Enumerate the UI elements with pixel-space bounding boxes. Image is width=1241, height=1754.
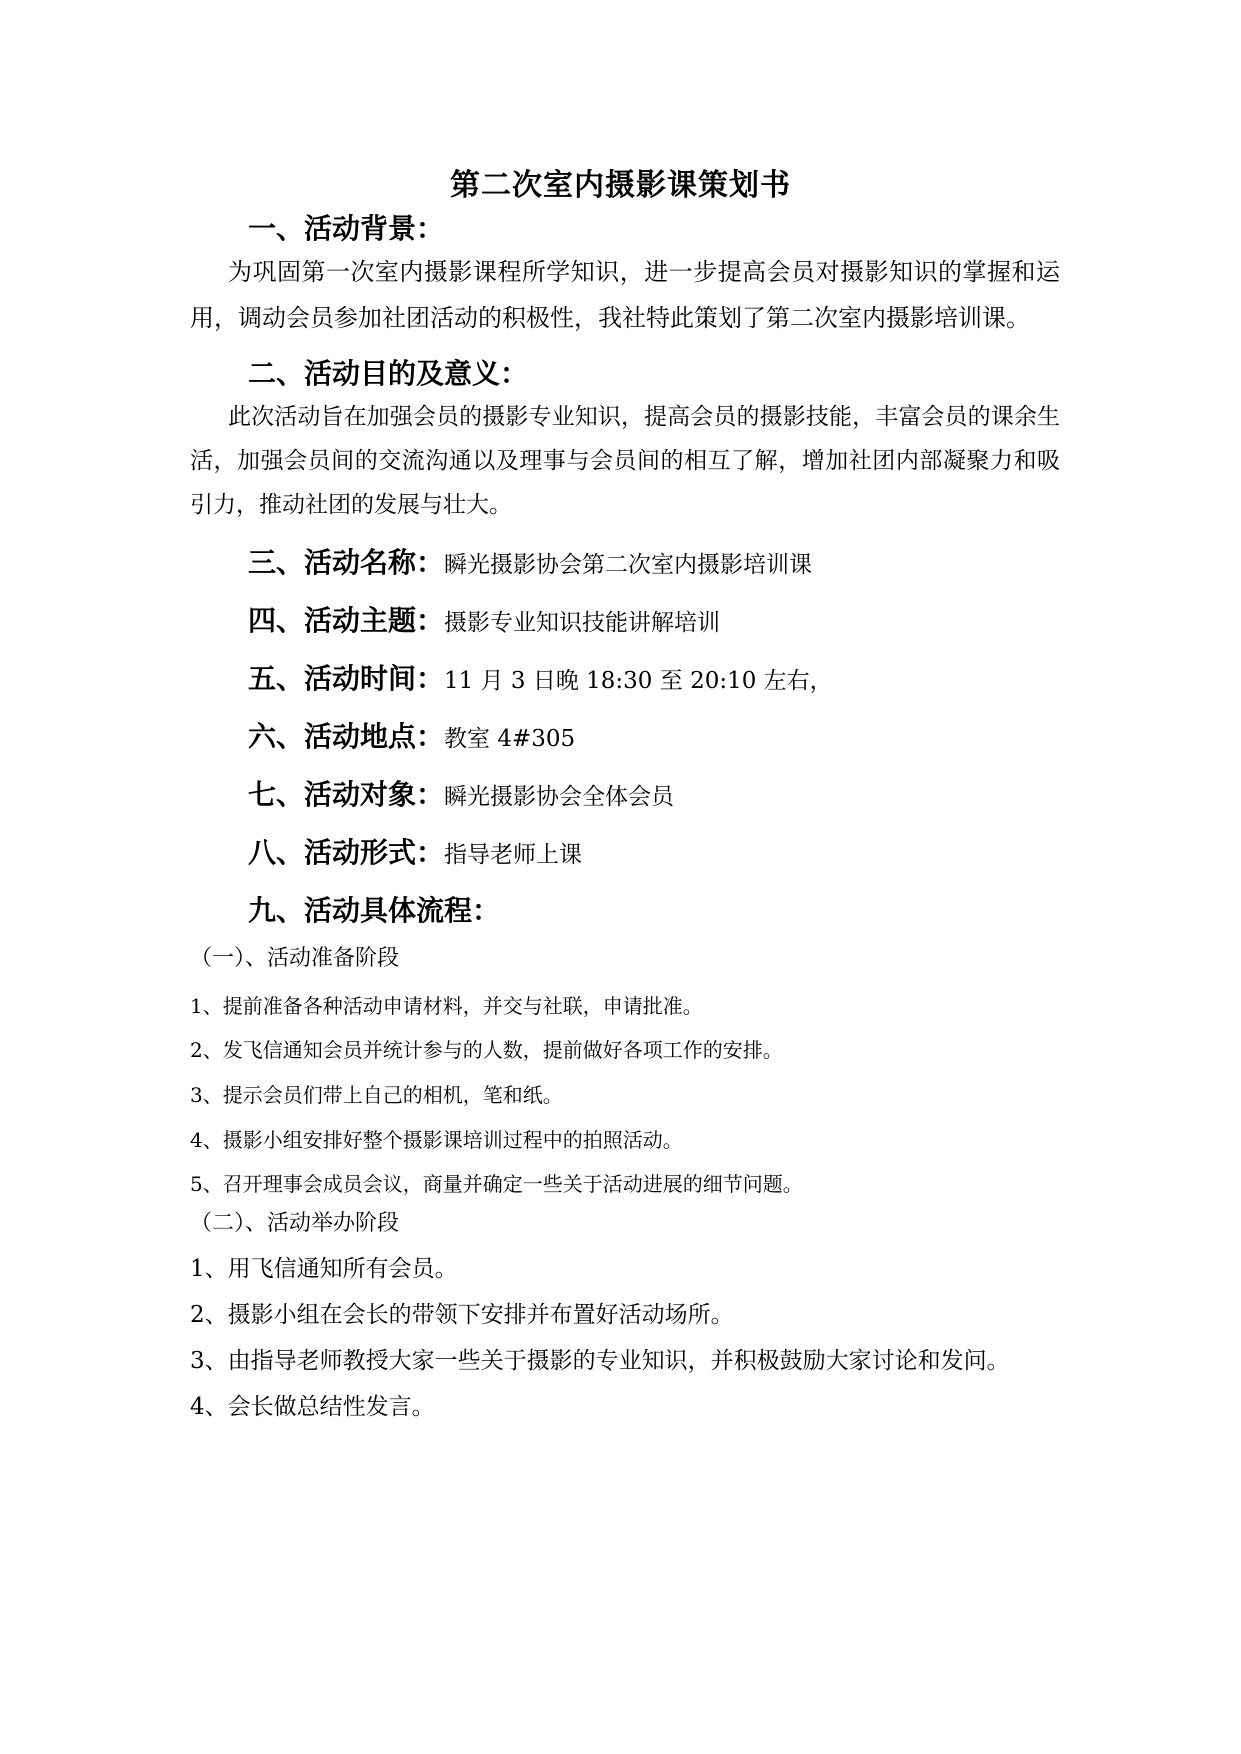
heading-label: 六、活动地点： [248, 720, 445, 753]
heading-label: 一、活动背景： [248, 212, 445, 245]
heading-label: 二、活动目的及意义： [248, 357, 529, 390]
section-heading-purpose [248, 352, 528, 392]
activity-location-value: 教室 4#305 [444, 726, 576, 752]
list-item: 1、用飞信通知所有会员。 [190, 1256, 458, 1282]
list-item: 4、会长做总结性发言。 [190, 1394, 435, 1420]
heading-label: 三、活动名称： [248, 546, 445, 579]
list-item: 1、提前准备各种活动申请材料，并交与社联，申请批准。 [190, 994, 703, 1018]
activity-audience-value: 瞬光摄影协会全体会员 [444, 784, 675, 810]
list-item: 5、召开理事会成员会议，商量并确定一些关于活动进展的细节问题。 [190, 1172, 803, 1196]
heading-label: 四、活动主题： [248, 604, 445, 637]
background-paragraph: 为巩固第一次室内摄影课程所学知识，进一步提高会员对摄影知识的掌握和运用，调动会员参加社团活动的积极性，我社特此策划了第二次室内摄影培训课。 [190, 258, 1060, 332]
heading-label: 五、活动时间： [248, 662, 445, 695]
section-heading-background [248, 207, 444, 247]
list-item: 3、由指导老师教授大家一些关于摄影的专业知识，并积极鼓励大家讨论和发问。 [190, 1348, 1010, 1374]
section-heading-audience [248, 773, 674, 813]
heading-label: 八、活动形式： [248, 836, 445, 869]
list-item: 3、提示会员们带上自己的相机，笔和纸。 [190, 1083, 563, 1107]
heading-label: 七、活动对象： [248, 778, 445, 811]
list-item: 2、摄影小组在会长的带领下安排并布置好活动场所。 [190, 1302, 734, 1328]
stage-title-preparation: （一）、活动准备阶段 [190, 946, 400, 971]
list-item: 4、摄影小组安排好整个摄影课培训过程中的拍照活动。 [190, 1128, 683, 1152]
section-heading-name [248, 541, 812, 581]
list-item: 2、发飞信通知会员并统计参与的人数，提前做好各项工作的安排。 [190, 1038, 783, 1062]
activity-theme-value: 摄影专业知识技能讲解培训 [444, 610, 721, 636]
activity-format-value: 指导老师上课 [444, 842, 583, 868]
section-heading-format [248, 831, 582, 871]
stage-title-execution: （二）、活动举办阶段 [190, 1211, 400, 1236]
activity-name-value: 瞬光摄影协会第二次室内摄影培训课 [444, 552, 813, 578]
heading-label: 九、活动具体流程： [248, 894, 501, 927]
activity-time-value: 11 月 3 日晚 18:30 至 20:10 左右， [444, 668, 833, 694]
section-heading-theme [248, 599, 720, 639]
section-heading-time [248, 657, 833, 697]
document-title: 第二次室内摄影课策划书 [450, 168, 791, 203]
section-heading-process [248, 889, 500, 929]
purpose-paragraph: 此次活动旨在加强会员的摄影专业知识，提高会员的摄影技能，丰富会员的课余生活，加强会员间的交流沟通以及理事与会员间的相互了解，增加社团内部凝聚力和吸引力，推动社团的发展与壮大。 [190, 404, 1060, 518]
section-heading-location [248, 715, 575, 755]
